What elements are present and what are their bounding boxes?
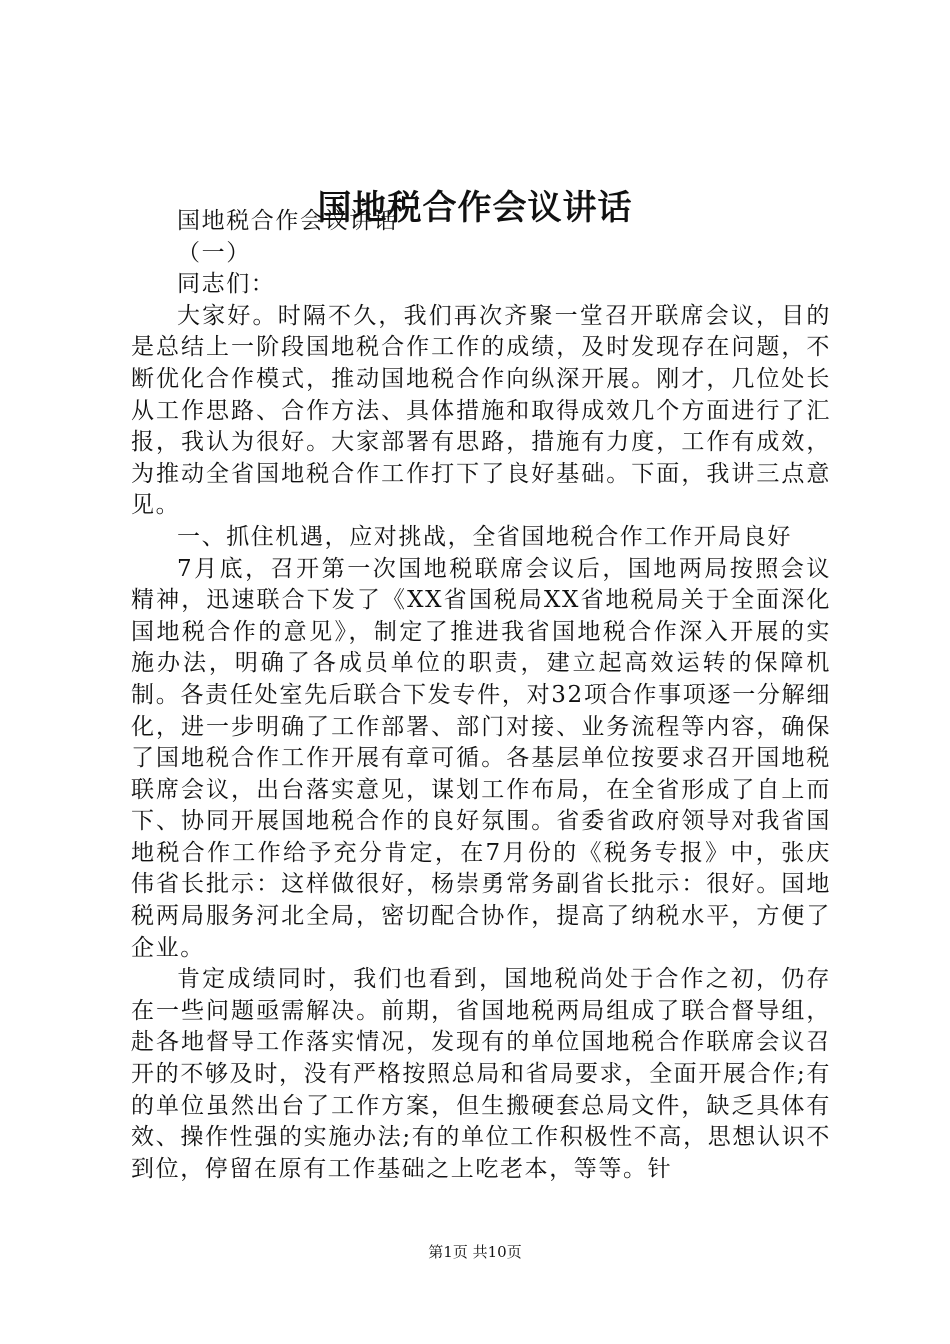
body-paragraph: 同志们： bbox=[177, 271, 276, 298]
page-number: 第1页 共10页 bbox=[428, 1243, 522, 1261]
document-body bbox=[131, 206, 831, 1185]
document-title: 国地税合作会议讲话 bbox=[317, 188, 633, 228]
body-paragraph: 肯定成绩同时，我们也看到，国地税尚处于合作之初，仍存在一些问题亟需解决。前期，省国地税两局组成了联合督导组，赴各地督导工作落实情况，发现有的单位国地税合作联席会议召开的不够及时，没有严格按照总局和省局要求，全面开展合作;有的单位虽然出台了工作方案，但生搬硬套总局文件，缺乏具体有效、操作性强的实施办法;有的单位工作积极性不高，思想认识不到位，停留在原有工作基础之上吃老本，等等。针 bbox=[131, 966, 831, 1182]
body-paragraph: 大家好。时隔不久，我们再次齐聚一堂召开联席会议，目的是总结上一阶段国地税合作工作的成绩，及时发现存在问题，不断优化合作模式，推动国地税合作向纵深开展。刚才，几位处长从工作思路、合作方法、具体措施和取得成效几个方面进行了汇报，我认为很好。大家部署有思路，措施有力度，工作有成效，为推动全省国地税合作工作打下了良好基础。下面，我讲三点意见。 bbox=[131, 302, 831, 519]
body-paragraph: （一） bbox=[177, 239, 251, 266]
body-paragraph: 国地税合作会议讲话 bbox=[177, 208, 399, 234]
page-footer bbox=[0, 1242, 950, 1262]
body-paragraph: 7月底，召开第一次国地税联席会议后，国地两局按照会议精神，迅速联合下发了《XX省国税局XX省地税局关于全面深化国地税合作的意见》，制定了推进我省国地税合作深入开展的实施办法，明确了各成员单位的职责，建立起高效运转的保障机制。各责任处室先后联合下发专件，对32项合作事项逐一分解细化，进一步明确了工作部署、部门对接、业务流程等内容，确保了国地税合作工作开展有章可循。各基层单位按要求召开国地税联席会议，出台落实意见，谋划工作布局，在全省形成了自上而下、协同开展国地税合作的良好氛围。省委省政府领导对我省国地税合作工作给予充分肯定，在7月份的《税务专报》中，张庆伟省长批示：这样做很好，杨崇勇常务副省长批示：很好。国地税两局服务河北全局，密切配合协作，提高了纳税水平，方便了企业。 bbox=[131, 555, 831, 961]
section-heading: 一、抓住机遇，应对挑战，全省国地税合作工作开局良好 bbox=[177, 523, 792, 550]
